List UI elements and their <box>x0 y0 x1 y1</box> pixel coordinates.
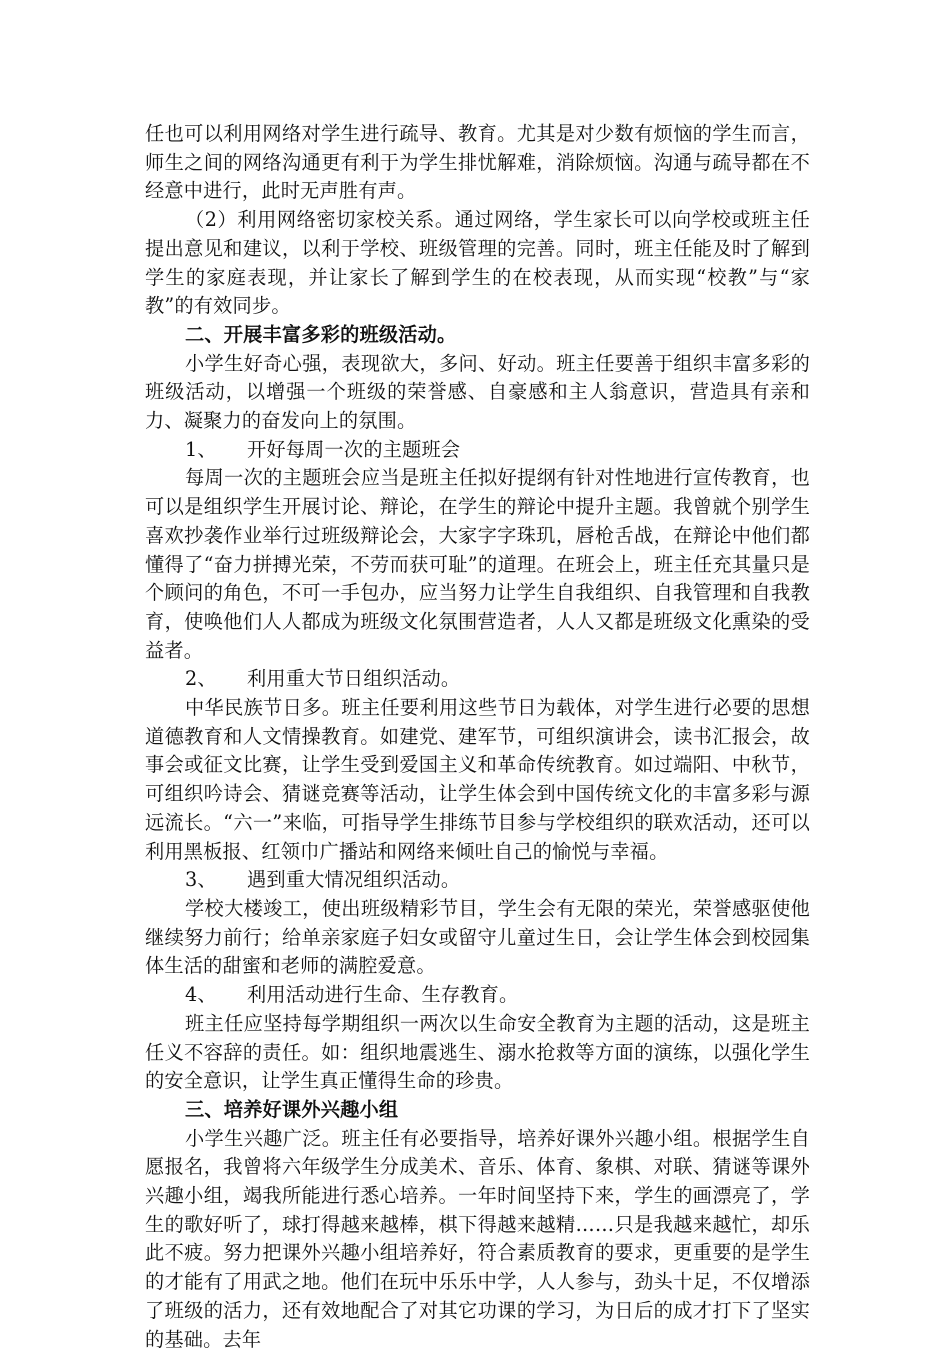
paragraph-activities-intro: 小学生好奇心强，表现欲大，多问、好动。班主任要善于组织丰富多彩的班级活动，以增强一个班级的荣誉感、自豪感和主人翁意识，营造具有亲和力、凝聚力的奋发向上的氛围。 <box>145 351 810 433</box>
list-item-4-number: 4、 <box>185 983 217 1007</box>
list-item-1-title <box>145 436 810 465</box>
list-item-3-text: 遇到重大情况组织活动。 <box>247 868 461 892</box>
list-item-4-title <box>145 981 810 1010</box>
list-item-3-number: 3、 <box>185 868 217 892</box>
list-item-1-number: 1、 <box>185 437 217 461</box>
paragraph-item-1: 每周一次的主题班会应当是班主任拟好提纲有针对性地进行宣传教育，也可以是组织学生开展讨论、辩论，在学生的辩论中提升主题。我曾就个别学生喜欢抄袭作业举行过班级辩论会，大家字字珠玑，唇枪舌战，在辩论中他们都懂得了“奋力拼搏光荣，不劳而获可耻”的道理。在班会上，班主任充其量只是个顾问的角色，不可一手包办，应当努力让学生自我组织、自我管理和自我教育，使唤他们人人都成为班级文化氛围营造者，人人又都是班级文化熏染的受益者。 <box>145 466 810 662</box>
paragraph-item-4: 班主任应坚持每学期组织一两次以生命安全教育为主题的活动，这是班主任义不容辞的责任。如：组织地震逃生、溺水抢救等方面的演练，以强化学生的安全意识，让学生真正懂得生命的珍贵。 <box>145 1011 810 1093</box>
paragraph-home-school: （2）利用网络密切家校关系。通过网络，学生家长可以向学校或班主任提出意见和建议，以利于学校、班级管理的完善。同时，班主任能及时了解到学生的家庭表现，并让家长了解到学生的在校表现，从而实现“校教”与“家教”的有效同步。 <box>145 208 810 318</box>
section-heading-activities: 二、开展丰富多彩的班级活动。 <box>185 322 457 346</box>
list-item-3-title <box>145 866 810 895</box>
paragraph-item-3: 学校大楼竣工，使出班级精彩节目，学生会有无限的荣光，荣誉感驱使他继续努力前行；给单亲家庭子妇女或留守儿童过生日，会让学生体会到校园集体生活的甜蜜和老师的满腔爱意。 <box>145 896 810 978</box>
list-item-1-text: 开好每周一次的主题班会 <box>247 437 461 461</box>
section-heading-interest-groups: 三、培养好课外兴趣小组 <box>185 1097 399 1121</box>
list-item-2-title <box>145 665 810 694</box>
list-item-4-text: 利用活动进行生命、生存教育。 <box>247 983 519 1007</box>
paragraph-item-2: 中华民族节日多。班主任要利用这些节日为载体，对学生进行必要的思想道德教育和人文情操教育。如建党、建军节，可组织演讲会，读书汇报会，故事会或征文比赛，让学生受到爱国主义和革命传统教育。如过端阳、中秋节，可组织吟诗会、猜谜竞赛等活动，让学生体会到中国传统文化的丰富多彩与源远流长。“六一”来临，可指导学生排练节目参与学校组织的联欢活动，还可以利用黑板报、红领巾广播站和网络来倾吐自己的愉悦与幸福。 <box>145 696 810 863</box>
paragraph-network-guidance: 任也可以利用网络对学生进行疏导、教育。尤其是对少数有烦恼的学生而言，师生之间的网络沟通更有利于为学生排忧解难，消除烦恼。沟通与疏导都在不经意中进行，此时无声胜有声。 <box>145 122 810 203</box>
paragraph-interest-groups: 小学生兴趣广泛。班主任有必要指导，培养好课外兴趣小组。根据学生自愿报名，我曾将六年级学生分成美术、音乐、体育、象棋、对联、猜谜等课外兴趣小组，竭我所能进行悉心培养。一年时间坚持下来，学生的画漂亮了，学生的歌好听了，球打得越来越棒，棋下得越来越精……只是我越来越忙，却乐此不疲。努力把课外兴趣小组培养好，符合素质教育的要求，更重要的是学生的才能有了用武之地。他们在玩中乐乐中学，人人参与，劲头十足，不仅增添了班级的活力，还有效地配合了对其它功课的学习，为日后的成才打下了坚实的基础。去年 <box>145 1126 810 1351</box>
list-item-2-text: 利用重大节日组织活动。 <box>247 667 461 691</box>
list-item-2-number: 2、 <box>185 667 217 691</box>
document-page <box>145 120 810 1354</box>
